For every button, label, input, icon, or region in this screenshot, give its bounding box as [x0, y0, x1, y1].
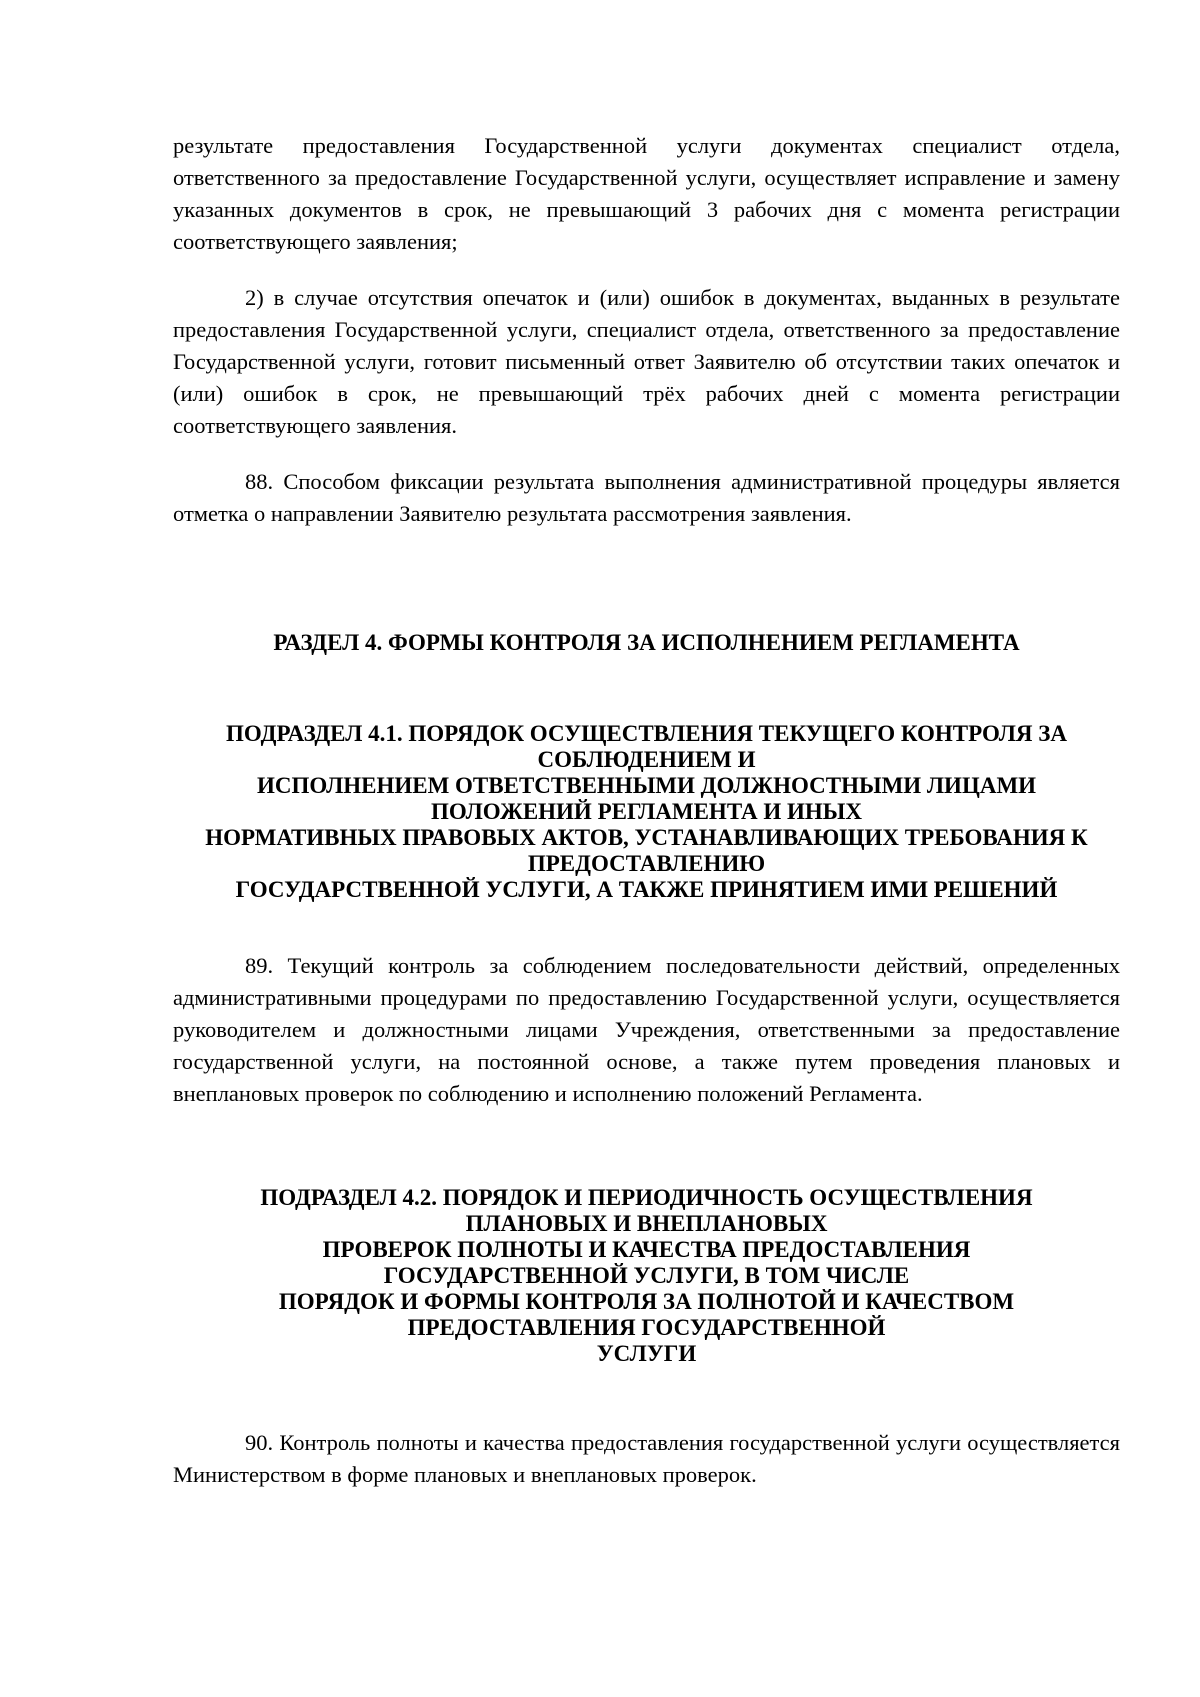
heading-line: СОБЛЮДЕНИЕМ И [537, 747, 756, 772]
paragraph-87-item-2: 2) в случае отсутствия опечаток и (или) ошибок в документах, выданных в результате предоставления Государственной услуги, специалист отдела, ответственного за предоставление Государственной услуги, готовит письменный ответ Заявителю об отсутствии таких опечаток и (или) ошибок в срок, не превышающий трёх рабочих дней с момента регистрации соответствующего заявления. [173, 285, 1120, 438]
heading-line: ПОДРАЗДЕЛ 4.1. ПОРЯДОК ОСУЩЕСТВЛЕНИЯ ТЕКУЩЕГО КОНТРОЛЯ ЗА [226, 721, 1067, 746]
heading-line: ГОСУДАРСТВЕННОЙ УСЛУГИ, А ТАКЖЕ ПРИНЯТИЕМ ИМИ РЕШЕНИЙ [235, 877, 1058, 902]
heading-line: ПОЛОЖЕНИЙ РЕГЛАМЕНТА И ИНЫХ [430, 799, 862, 824]
heading-line: ПОДРАЗДЕЛ 4.2. ПОРЯДОК И ПЕРИОДИЧНОСТЬ ОСУЩЕСТВЛЕНИЯ [260, 1185, 1033, 1210]
heading-line: ПЛАНОВЫХ И ВНЕПЛАНОВЫХ [465, 1211, 828, 1236]
heading-line: ИСПОЛНЕНИЕМ ОТВЕТСТВЕННЫМИ ДОЛЖНОСТНЫМИ ЛИЦАМИ [256, 773, 1037, 798]
heading-line: ПРЕДОСТАВЛЕНИЮ [527, 851, 766, 876]
heading-line: ПОРЯДОК И ФОРМЫ КОНТРОЛЯ ЗА ПОЛНОТОЙ И КАЧЕСТВОМ [278, 1289, 1015, 1314]
paragraph-88: 88. Способом фиксации результата выполнения административной процедуры является отметка о направлении Заявителю результата рассмотрения заявления. [173, 469, 1120, 526]
paragraph-87-continuation: результате предоставления Государственной услуги документах специалист отдела, ответственного за предоставление Государственной услуги, осуществляет исправление и замену указанных документов в срок, не превышающий 3 рабочих дня с момента регистрации соответствующего заявления; [173, 133, 1120, 254]
heading-line: НОРМАТИВНЫХ ПРАВОВЫХ АКТОВ, УСТАНАВЛИВАЮЩИХ ТРЕБОВАНИЯ К [205, 825, 1088, 850]
subsection-4-2-heading [173, 1185, 1120, 1367]
heading-line: ПРЕДОСТАВЛЕНИЯ ГОСУДАРСТВЕННОЙ [407, 1315, 886, 1340]
document-page [173, 130, 1120, 1491]
section-4-heading: РАЗДЕЛ 4. ФОРМЫ КОНТРОЛЯ ЗА ИСПОЛНЕНИЕМ РЕГЛАМЕНТА [273, 630, 1020, 655]
heading-line: ГОСУДАРСТВЕННОЙ УСЛУГИ, В ТОМ ЧИСЛЕ [383, 1263, 910, 1288]
heading-line: ПРОВЕРОК ПОЛНОТЫ И КАЧЕСТВА ПРЕДОСТАВЛЕНИЯ [322, 1237, 971, 1262]
heading-line: УСЛУГИ [596, 1341, 697, 1366]
paragraph-89: 89. Текущий контроль за соблюдением последовательности действий, определенных административными процедурами по предоставлению Государственной услуги, осуществляется руководителем и должностными лицами Учреждения, ответственными за предоставление государственной услуги, на постоянной основе, а также путем проведения плановых и внеплановых проверок по соблюдению и исполнению положений Регламента. [173, 953, 1120, 1106]
subsection-4-1-heading [173, 721, 1120, 903]
paragraph-90: 90. Контроль полноты и качества предоставления государственной услуги осуществляется Министерством в форме плановых и внеплановых проверок. [173, 1430, 1120, 1487]
